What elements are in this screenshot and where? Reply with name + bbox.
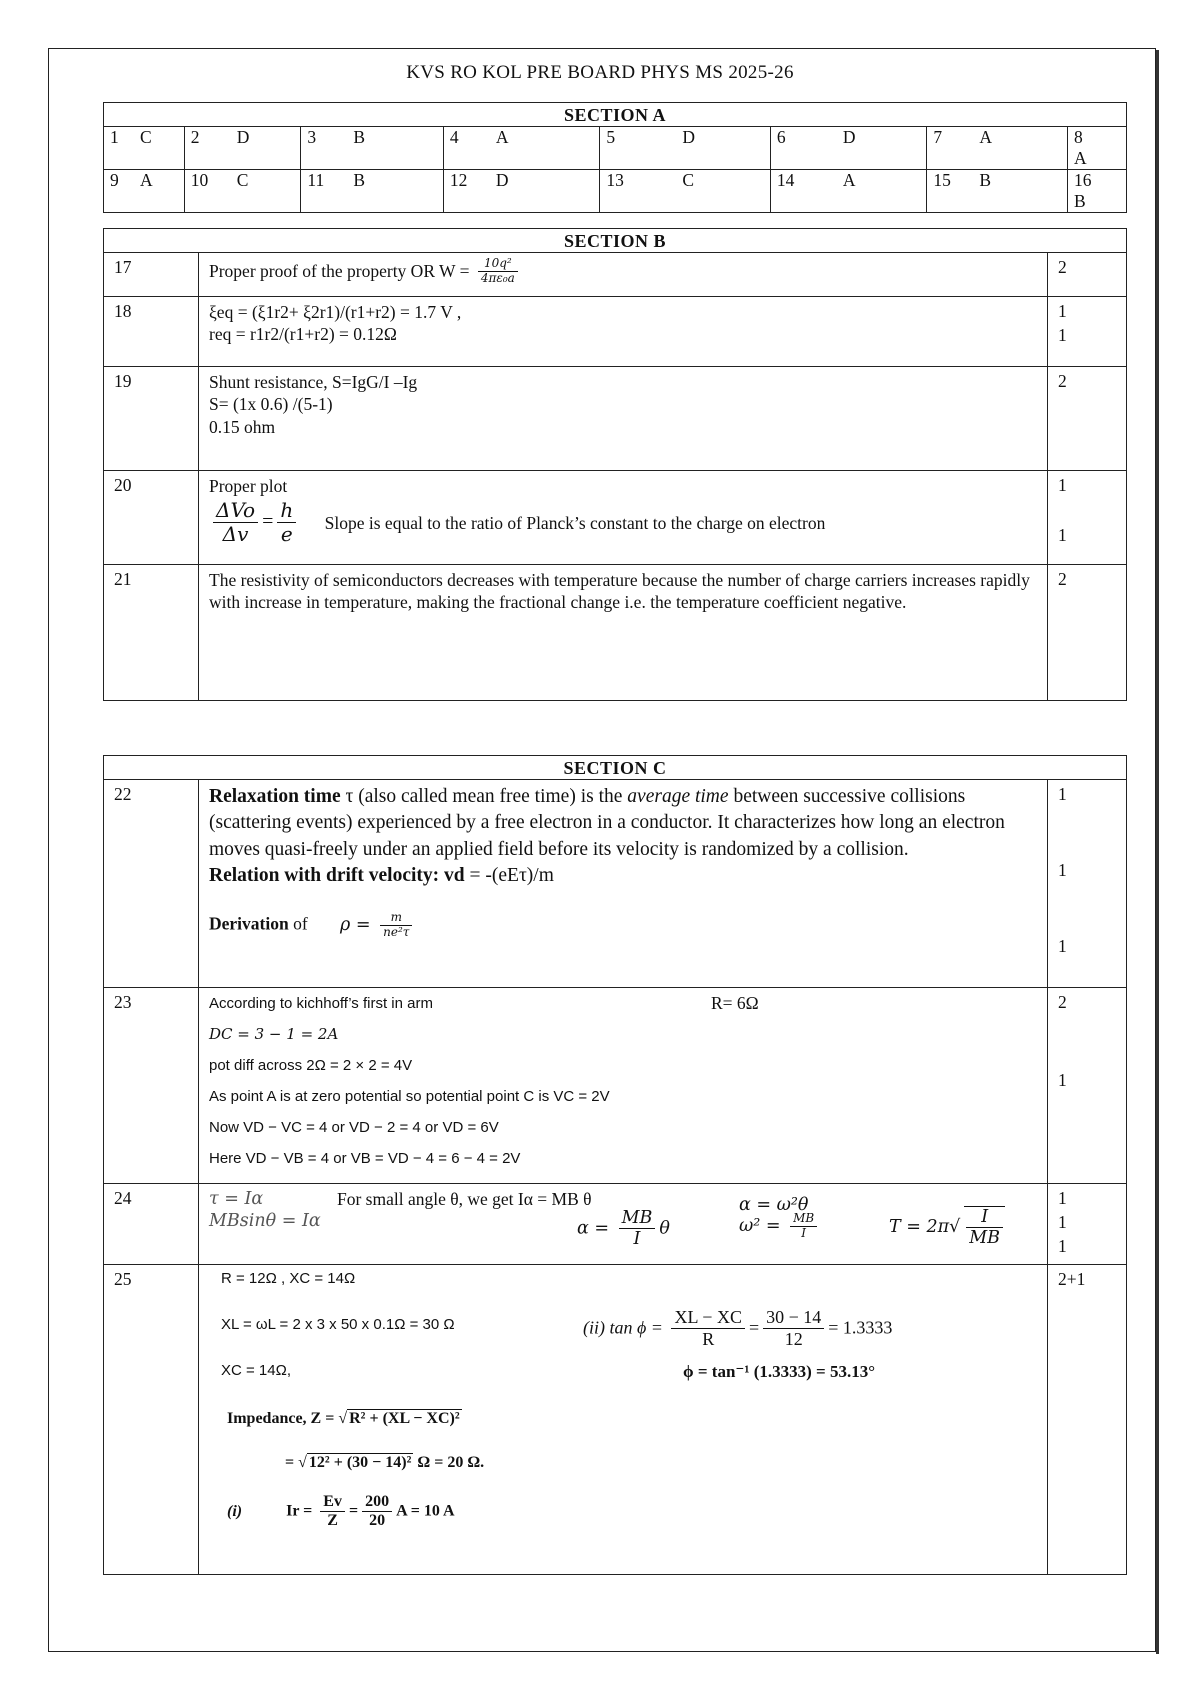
answer-cell: 12 D xyxy=(443,170,599,213)
section-b-table xyxy=(103,228,1127,701)
answer-cell: 9 A xyxy=(104,170,185,213)
page-shadow xyxy=(1156,50,1159,1654)
answer-cell: 6 D xyxy=(770,127,927,170)
question-number: 25 xyxy=(104,1265,199,1575)
answer-cell: 13 C xyxy=(600,170,771,213)
question-number: 23 xyxy=(104,988,199,1184)
question-18-answer: ξeq = (ξ1r2+ ξ2r1)/(r1+r2) = 1.7 V , req = r1r2/(r1+r2) = 0.12Ω xyxy=(199,297,1048,367)
marks: 1 1 1 xyxy=(1048,1184,1127,1265)
question-row-19 xyxy=(104,367,1127,471)
answer-cell: 14 A xyxy=(770,170,927,213)
answer-cell: 2 D xyxy=(184,127,301,170)
question-row-23 xyxy=(104,988,1127,1184)
marks: 2 xyxy=(1048,367,1127,471)
answer-cell: 5 D xyxy=(600,127,771,170)
marks: 2 1 xyxy=(1048,988,1127,1184)
marks: 1 1 xyxy=(1048,297,1127,367)
question-25-answer: R = 12Ω , XC = 14Ω XL = ωL = 2 x 3 x 50 x 0.1Ω = 30 Ω XC = 14Ω, Impedance, Z = √ R² + (XL − XC)² = √ 12² + (30 − 14)² Ω = 20 Ω. (i) Ir = $\frac{Ev}{Z}$ = $\frac{200}{20}$ A = 10 A (ii) tan ϕ = $\frac{XL - XC}{R}$ = $\frac{30 - 14}{12}$ = 1.3333 ϕ = tan⁻¹ (1.3333) = 53.13° xyxy=(199,1265,1048,1575)
question-number: 19 xyxy=(104,367,199,471)
section-a-row-2 xyxy=(104,170,1127,213)
marks: 1 1 1 xyxy=(1048,780,1127,988)
question-row-24 xyxy=(104,1184,1127,1265)
question-17-answer: Proper proof of the property OR W = $\frac{\text{10q²}}{\text{4πε₀a}}$ xyxy=(199,253,1048,297)
answer-cell: 3 B xyxy=(301,127,444,170)
question-number: 21 xyxy=(104,565,199,701)
section-a-table xyxy=(103,102,1127,213)
question-24-answer: τ = Iα MBsinθ = Iα For small angle θ, we get Iα = MB θ α = $\frac{MB}{I}$ θ α = ω²θ ω² = $\frac{MB}{I}$ T = 2π√ $\frac{I}{MB}$ xyxy=(199,1184,1048,1265)
answer-cell: 16B xyxy=(1068,170,1127,213)
question-19-answer: Shunt resistance, S=IgG/I –Ig S= (1x 0.6) /(5-1) 0.15 ohm xyxy=(199,367,1048,471)
question-row-20 xyxy=(104,471,1127,565)
answer-cell: 10 C xyxy=(184,170,301,213)
question-number: 17 xyxy=(104,253,199,297)
resistance-result: R= 6Ω xyxy=(711,993,759,1013)
question-number: 22 xyxy=(104,780,199,988)
question-row-18 xyxy=(104,297,1127,367)
question-number: 24 xyxy=(104,1184,199,1265)
marks: 1 1 xyxy=(1048,471,1127,565)
marks: 2+1 xyxy=(1048,1265,1127,1575)
question-number: 20 xyxy=(104,471,199,565)
marks: 2 xyxy=(1048,253,1127,297)
section-a-title: SECTION A xyxy=(104,103,1127,127)
question-22-answer: Relaxation time τ (also called mean free time) is the average time between successive collisions (scattering events) experienced by a free electron in a conductor. It characterizes how long an electron moves quasi-freely under an applied field before its velocity is randomized by a collision. Relation with drift velocity: vd = -(eEτ)/m Derivation of ρ = $\frac{m}{\text{ne²τ}}$ xyxy=(199,780,1048,988)
section-a-row-1 xyxy=(104,127,1127,170)
answer-cell: 8A xyxy=(1068,127,1127,170)
answer-cell: 4 A xyxy=(443,127,599,170)
section-b-title: SECTION B xyxy=(104,229,1127,253)
marks: 2 xyxy=(1048,565,1127,701)
answer-cell: 11 B xyxy=(301,170,444,213)
question-21-answer: The resistivity of semiconductors decreases with temperature because the number of charge carriers increases rapidly with increase in temperature, making the fractional change i.e. the temperature coefficient negative. xyxy=(199,565,1048,701)
question-row-22 xyxy=(104,780,1127,988)
section-c-table xyxy=(103,755,1127,1575)
question-row-17 xyxy=(104,253,1127,297)
document-title: KVS RO KOL PRE BOARD PHYS MS 2025-26 xyxy=(406,62,794,83)
question-row-21 xyxy=(104,565,1127,701)
question-20-answer: Proper plot $\frac{\text{ΔVo}}{\Delta v}$ = $\frac{h}{e}$ Slope is equal to the ratio of Planck’s constant to the charge on electron xyxy=(199,471,1048,565)
section-c-title: SECTION C xyxy=(104,756,1127,780)
question-number: 18 xyxy=(104,297,199,367)
question-row-25 xyxy=(104,1265,1127,1575)
question-23-answer: According to kichhoff’s first in arm DC = 3 − 1 = 2A pot diff across 2Ω = 2 × 2 = 4V As point A is at zero potential so potential point C is VC = 2V Now VD − VC = 4 or VD − 2 = 4 or VD = 6V Here VD − VB = 4 or VB = VD − 4 = 6 − 4 = 2V R= 6Ω xyxy=(199,988,1048,1184)
answer-cell: 7 A xyxy=(927,127,1068,170)
answer-cell: 15 B xyxy=(927,170,1068,213)
answer-cell: 1 C xyxy=(104,127,185,170)
